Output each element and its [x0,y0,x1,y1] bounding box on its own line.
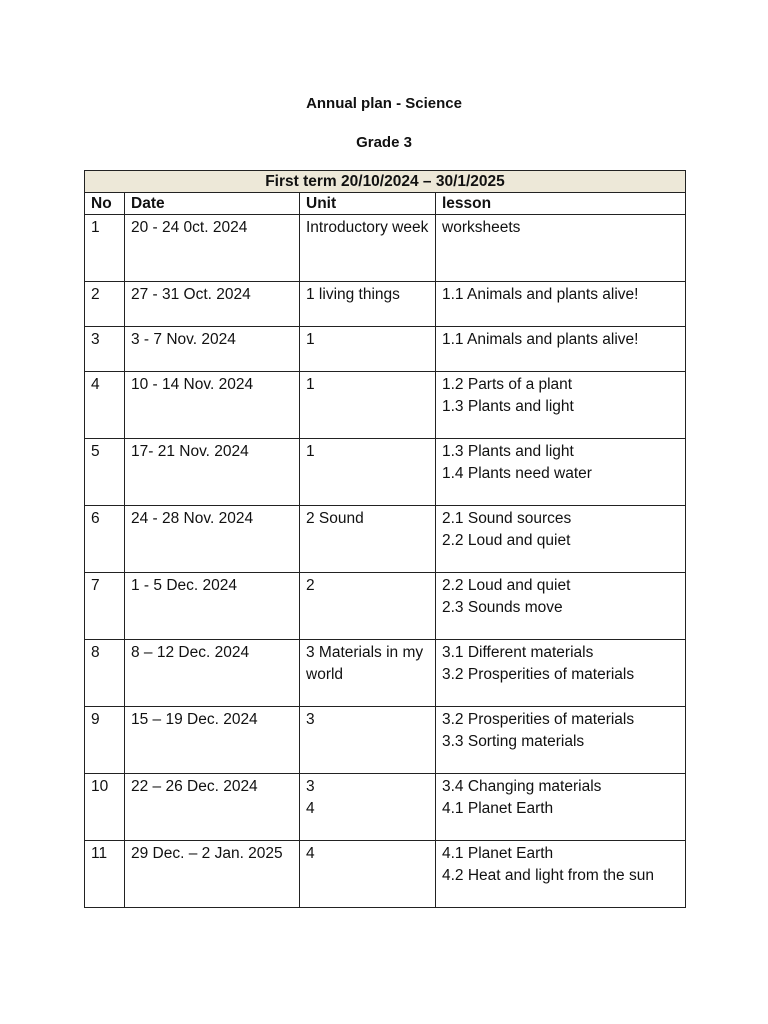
grade-heading: Grade 3 [356,134,412,151]
annual-plan-table [84,170,686,908]
lesson-line: 3.3 Sorting materials [442,733,585,750]
cell-no: 8 [85,640,125,707]
table-row [85,372,686,439]
lesson-line: 4.1 Planet Earth [442,845,554,862]
lesson-line: 3.2 Prosperities of materials [442,666,635,683]
cell-lesson [436,506,686,573]
lesson-line: 4.1 Planet Earth [442,800,554,817]
lesson-line: 4.2 Heat and light from the sun [442,867,654,884]
table-row [85,774,686,841]
cell-date: 10 - 14 Nov. 2024 [125,372,300,439]
cell-lesson [436,774,686,841]
cell-no: 6 [85,506,125,573]
table-row [85,707,686,774]
cell-lesson [436,640,686,707]
unit-line: 3 [306,778,315,795]
cell-date: 22 – 26 Dec. 2024 [125,774,300,841]
unit-text: 4 [306,845,315,862]
cell-no: 2 [85,282,125,327]
cell-lesson [436,439,686,506]
lesson-line: 1.2 Parts of a plant [442,376,573,393]
unit-line: 4 [306,800,315,817]
unit-text: 3 Materials in my world [306,644,424,683]
lesson-line: 1.1 Animals and plants alive! [442,331,639,348]
lesson-line: worksheets [442,219,521,236]
table-body [85,215,686,908]
table-row [85,841,686,908]
lesson-line: 1.3 Plants and light [442,398,574,415]
cell-date: 1 - 5 Dec. 2024 [125,573,300,640]
table-row [85,573,686,640]
lesson-line: 3.4 Changing materials [442,778,602,795]
cell-unit [300,841,436,908]
unit-text: 1 living things [306,286,400,303]
column-header-unit: Unit [300,193,436,215]
unit-text: 1 [306,443,315,460]
unit-text: 2 [306,577,315,594]
lesson-line: 1.4 Plants need water [442,465,592,482]
term-header-row [85,171,686,193]
cell-unit [300,372,436,439]
column-header-date: Date [125,193,300,215]
document-title: Annual plan - Science [306,95,462,112]
cell-lesson [436,573,686,640]
cell-unit [300,573,436,640]
cell-no: 7 [85,573,125,640]
cell-lesson [436,707,686,774]
cell-unit [300,707,436,774]
unit-text: 3 [306,711,315,728]
term-header: First term 20/10/2024 – 30/1/2025 [85,171,686,193]
cell-date: 27 - 31 Oct. 2024 [125,282,300,327]
cell-date: 29 Dec. – 2 Jan. 2025 [125,841,300,908]
cell-no: 4 [85,372,125,439]
unit-text: Introductory week [306,219,429,236]
cell-date: 24 - 28 Nov. 2024 [125,506,300,573]
cell-unit [300,215,436,282]
table-row [85,282,686,327]
lesson-line: 1.3 Plants and light [442,443,574,460]
table-row [85,327,686,372]
cell-unit [300,439,436,506]
unit-text: 1 [306,331,315,348]
unit-text: 2 Sound [306,510,364,527]
column-header-no: No [85,193,125,215]
table-row [85,215,686,282]
cell-lesson [436,215,686,282]
table-row [85,439,686,506]
table-row [85,506,686,573]
lesson-line: 3.2 Prosperities of materials [442,711,635,728]
cell-lesson [436,372,686,439]
column-header-lesson: lesson [436,193,686,215]
lesson-line: 2.3 Sounds move [442,599,563,616]
cell-lesson [436,282,686,327]
cell-no: 1 [85,215,125,282]
cell-unit [300,774,436,841]
cell-no: 3 [85,327,125,372]
cell-lesson [436,327,686,372]
cell-unit [300,640,436,707]
column-header-row [85,193,686,215]
cell-date: 20 - 24 0ct. 2024 [125,215,300,282]
cell-lesson [436,841,686,908]
table-row [85,640,686,707]
cell-no: 11 [85,841,125,908]
unit-text: 1 [306,376,315,393]
lesson-line: 2.2 Loud and quiet [442,577,571,594]
cell-unit [300,327,436,372]
cell-no: 9 [85,707,125,774]
cell-unit [300,506,436,573]
lesson-line: 3.1 Different materials [442,644,594,661]
lesson-line: 2.1 Sound sources [442,510,572,527]
lesson-line: 1.1 Animals and plants alive! [442,286,639,303]
lesson-line: 2.2 Loud and quiet [442,532,571,549]
cell-date: 8 – 12 Dec. 2024 [125,640,300,707]
cell-date: 17- 21 Nov. 2024 [125,439,300,506]
cell-date: 3 - 7 Nov. 2024 [125,327,300,372]
cell-no: 10 [85,774,125,841]
cell-unit [300,282,436,327]
cell-date: 15 – 19 Dec. 2024 [125,707,300,774]
cell-no: 5 [85,439,125,506]
